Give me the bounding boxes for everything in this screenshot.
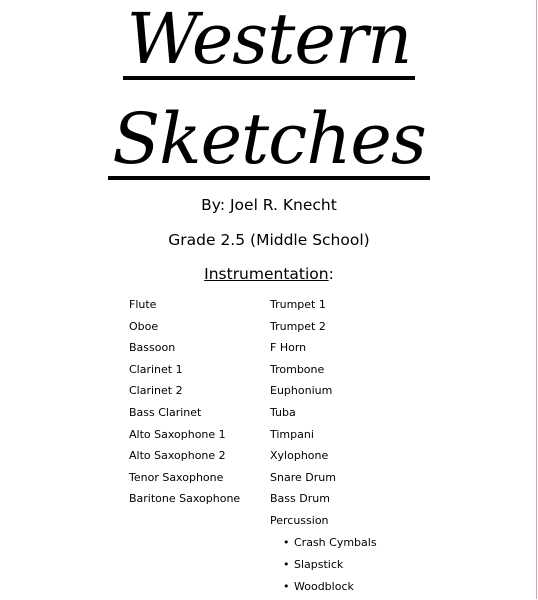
instrument-item: Euphonium	[270, 384, 333, 398]
instrumentation-heading-text: Instrumentation	[204, 265, 329, 283]
instrument-list-right	[270, 296, 336, 534]
instrument-item: Bass Drum	[270, 492, 330, 506]
percussion-item	[283, 556, 377, 578]
instrument-list-left	[129, 296, 240, 512]
title-line-1-text: Western	[123, 4, 416, 80]
bullet-icon: •	[283, 558, 290, 571]
instrument-item: Oboe	[129, 319, 159, 333]
instrument-item: Tenor Saxophone	[129, 470, 224, 484]
page-edge	[536, 0, 537, 599]
title-line-2	[0, 98, 538, 180]
bullet-icon: •	[283, 536, 290, 549]
author-line: By: Joel R. Knecht	[201, 196, 337, 214]
instrument-item: Snare Drum	[270, 470, 336, 484]
instrument-item: Trombone	[270, 362, 325, 376]
percussion-item	[283, 534, 377, 556]
percussion-item-label: Woodblock	[294, 580, 354, 593]
instrumentation-heading	[0, 265, 538, 283]
percussion-item-label: Slapstick	[294, 558, 344, 571]
instrument-item: Trumpet 2	[270, 319, 326, 333]
instrument-item: Tuba	[270, 405, 296, 419]
instrument-item: F Horn	[270, 341, 307, 355]
instrument-item: Clarinet 2	[129, 384, 183, 398]
instrument-item: Xylophone	[270, 449, 329, 463]
instrument-item: Bassoon	[129, 341, 176, 355]
instrument-item: Bass Clarinet	[129, 405, 202, 419]
bullet-icon: •	[283, 580, 290, 593]
instrument-item: Percussion	[270, 513, 329, 527]
percussion-sublist	[283, 534, 377, 600]
instrument-item: Clarinet 1	[129, 362, 183, 376]
title-line-1	[0, 0, 538, 80]
instrument-item: Alto Saxophone 2	[129, 449, 226, 463]
instrument-item: Alto Saxophone 1	[129, 427, 226, 441]
percussion-item-label: Crash Cymbals	[294, 536, 377, 549]
instrument-item: Timpani	[270, 427, 314, 441]
instrumentation-heading-colon: :	[328, 265, 334, 283]
instrument-item: Flute	[129, 298, 157, 311]
instrument-item: Trumpet 1	[270, 298, 326, 311]
grade-line: Grade 2.5 (Middle School)	[168, 231, 370, 249]
percussion-item	[283, 578, 377, 600]
instrument-item: Baritone Saxophone	[129, 492, 241, 506]
title-line-2-text: Sketches	[108, 104, 430, 180]
